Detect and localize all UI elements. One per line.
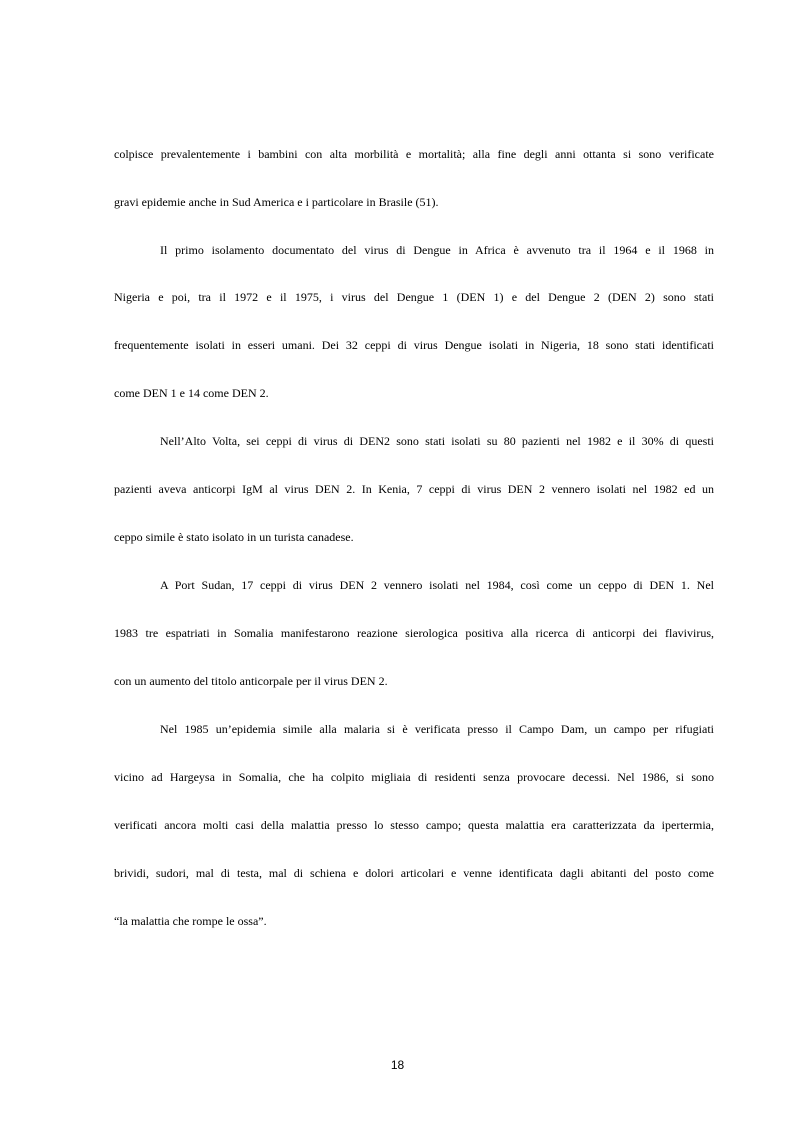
body-text-line: pazienti aveva anticorpi IgM al virus DEN 2. In Kenia, 7 ceppi di virus DEN 2 vennero isolati nel 1982 ed un bbox=[114, 482, 714, 496]
body-text-line: Nigeria e poi, tra il 1972 e il 1975, i virus del Dengue 1 (DEN 1) e del Dengue 2 (DEN 2) sono stati bbox=[114, 290, 714, 304]
body-text-line: Nell’Alto Volta, sei ceppi di virus di DEN2 sono stati isolati su 80 pazienti nel 1982 e il 30% di questi bbox=[160, 434, 714, 448]
body-text-line: colpisce prevalentemente i bambini con alta morbilità e mortalità; alla fine degli anni ottanta si sono verificate bbox=[114, 147, 714, 161]
page-number: 18 bbox=[390, 1058, 405, 1072]
body-text-line: brividi, sudori, mal di testa, mal di schiena e dolori articolari e venne identificata dagli abitanti del posto come bbox=[114, 866, 714, 880]
body-text-line: 1983 tre espatriati in Somalia manifestarono reazione sierologica positiva alla ricerca di anticorpi dei flavivirus, bbox=[114, 626, 714, 640]
body-text-line: come DEN 1 e 14 come DEN 2. bbox=[114, 386, 269, 400]
body-text-line: Nel 1985 un’epidemia simile alla malaria si è verificata presso il Campo Dam, un campo per rifugiati bbox=[160, 722, 714, 736]
body-text-line: vicino ad Hargeysa in Somalia, che ha colpito migliaia di residenti senza provocare decessi. Nel 1986, si sono bbox=[114, 770, 714, 784]
body-text-line: verificati ancora molti casi della malattia presso lo stesso campo; questa malattia era caratterizzata da ipertermia, bbox=[114, 818, 714, 832]
body-text-line: “la malattia che rompe le ossa”. bbox=[114, 914, 267, 928]
body-text-line: A Port Sudan, 17 ceppi di virus DEN 2 vennero isolati nel 1984, così come un ceppo di DEN 1. Nel bbox=[160, 578, 714, 592]
body-text-line: con un aumento del titolo anticorpale per il virus DEN 2. bbox=[114, 674, 388, 688]
body-text-line: gravi epidemie anche in Sud America e i particolare in Brasile (51). bbox=[114, 195, 439, 209]
body-text-line: ceppo simile è stato isolato in un turista canadese. bbox=[114, 530, 354, 544]
body-text-line: frequentemente isolati in esseri umani. Dei 32 ceppi di virus Dengue isolati in Nigeria, 18 sono stati identificati bbox=[114, 338, 714, 352]
body-text-line: Il primo isolamento documentato del virus di Dengue in Africa è avvenuto tra il 1964 e il 1968 in bbox=[160, 243, 714, 257]
